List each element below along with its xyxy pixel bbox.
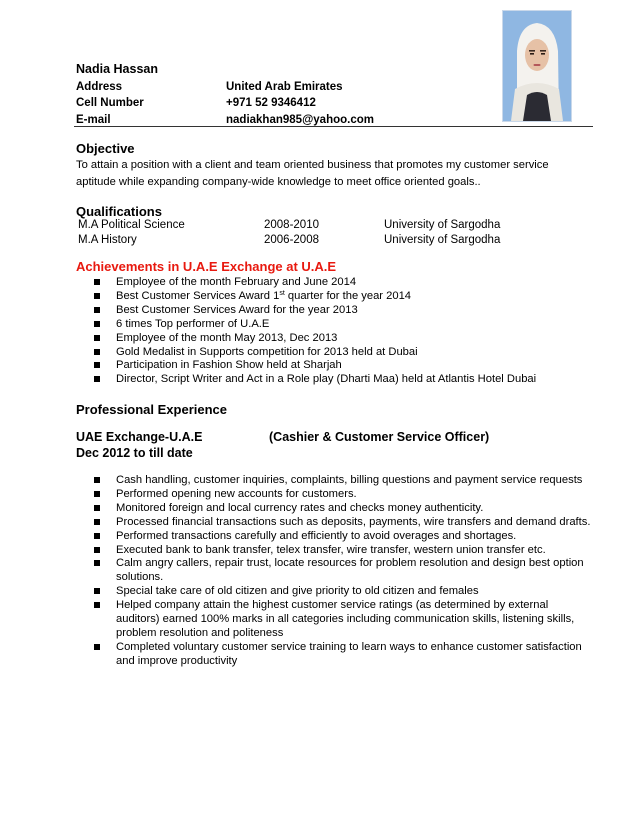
duty-item [94, 641, 594, 669]
qualification-years: 2008-2010 [264, 219, 319, 231]
achievement-text: Gold Medalist in Supports competition for 2013 held at Dubai [116, 345, 418, 358]
bullet-icon [94, 307, 100, 313]
duty-text: Performed transactions carefully and efficiently to avoid overages and shortages. [116, 529, 517, 542]
duty-text: Performed opening new accounts for customers. [116, 487, 357, 500]
bullet-icon [94, 362, 100, 368]
email-value: nadiakhan985@yahoo.com [226, 114, 374, 126]
bullet-icon [94, 376, 100, 382]
achievement-item [94, 304, 594, 318]
phone-label: Cell Number [76, 97, 144, 109]
job-dates: Dec 2012 to till date [76, 446, 193, 460]
bullet-icon [94, 519, 100, 525]
header-divider [74, 126, 593, 127]
qualification-university: University of Sargodha [384, 234, 501, 246]
achievements-list [94, 276, 594, 387]
bullet-icon [94, 547, 100, 553]
achievement-text-cont: quarter for the year 2014 [284, 289, 412, 302]
achievement-text: Employee of the month May 2013, Dec 2013 [116, 331, 338, 344]
duty-text: Completed voluntary customer service training to learn ways to enhance customer satisfaction and improve productivity [116, 640, 582, 667]
achievement-text: Best Customer Services Award for the year 2013 [116, 303, 358, 316]
duty-text: Cash handling, customer inquiries, complaints, billing questions and payment service requests [116, 474, 583, 486]
bullet-icon [94, 279, 100, 285]
achievement-text: Participation in Fashion Show held at Sharjah [116, 359, 342, 372]
duty-item [94, 585, 594, 599]
ordinal-suffix: st [279, 289, 285, 297]
duty-text: Monitored foreign and local currency rates and checks money authenticity. [116, 501, 484, 514]
bullet-icon [94, 505, 100, 511]
duty-text: Processed financial transactions such as deposits, payments, wire transfers and demand drafts. [116, 515, 591, 528]
employer-name: UAE Exchange-U.A.E [76, 430, 203, 444]
bullet-icon [94, 293, 100, 299]
achievement-item [94, 332, 594, 346]
achievement-text: Best Customer Services Award 1 [116, 289, 280, 302]
achievement-text: Employee of the month February and June 2014 [116, 276, 357, 288]
address-value: United Arab Emirates [226, 81, 343, 93]
duty-text: Calm angry callers, repair trust, locate resources for problem resolution and design best option solutions. [116, 557, 584, 584]
achievement-item [94, 346, 594, 360]
achievement-item [94, 318, 594, 332]
portrait-illustration [503, 11, 571, 121]
objective-text: To attain a position with a client and team oriented business that promotes my customer service aptitude while expanding company-wide knowledge to meet office oriented goals.. [76, 159, 549, 188]
job-role: (Cashier & Customer Service Officer) [269, 430, 490, 444]
qualification-degree: M.A History [78, 234, 137, 246]
qualification-years: 2006-2008 [264, 234, 319, 246]
bullet-icon [94, 533, 100, 539]
bullet-icon [94, 349, 100, 355]
address-label: Address [76, 81, 123, 93]
bullet-icon [94, 602, 100, 608]
duty-item [94, 599, 594, 641]
achievement-item [94, 359, 594, 373]
experience-heading: Professional Experience [76, 402, 228, 417]
candidate-name: Nadia Hassan [76, 62, 158, 76]
qualification-degree: M.A Political Science [78, 219, 185, 231]
achievement-item [94, 276, 594, 290]
bullet-icon [94, 477, 100, 483]
qualification-university: University of Sargodha [384, 219, 501, 231]
duty-item [94, 557, 594, 585]
duty-item [94, 544, 594, 558]
achievement-text: 6 times Top performer of U.A.E [116, 317, 270, 330]
experience-list [94, 474, 594, 669]
bullet-icon [94, 335, 100, 341]
phone-value: +971 52 9346412 [226, 97, 316, 109]
achievements-heading: Achievements in U.A.E Exchange at U.A.E [76, 259, 337, 274]
duty-item [94, 488, 594, 502]
bullet-icon [94, 491, 100, 497]
duty-item [94, 474, 594, 488]
achievement-item [94, 290, 594, 304]
duty-text: Helped company attain the highest customer service ratings (as determined by external auditors) earned 100% marks in all categories including communication skills, listening skills, problem resolution and politeness [116, 599, 575, 639]
bullet-icon [94, 321, 100, 327]
bullet-icon [94, 644, 100, 650]
bullet-icon [94, 588, 100, 594]
duty-text: Executed bank to bank transfer, telex transfer, wire transfer, western union transfer etc. [116, 543, 546, 556]
achievement-text: Director, Script Writer and Act in a Role play (Dharti Maa) held at Atlantis Hotel Dubai [116, 373, 537, 386]
bullet-icon [94, 560, 100, 566]
qualifications-heading: Qualifications [76, 204, 162, 219]
duty-item [94, 516, 594, 530]
duty-item [94, 502, 594, 516]
duty-text: Special take care of old citizen and give priority to old citizen and females [116, 585, 479, 598]
objective-heading: Objective [76, 141, 135, 156]
email-label: E-mail [76, 114, 111, 126]
achievement-item [94, 373, 594, 387]
profile-photo [502, 10, 572, 122]
duty-item [94, 530, 594, 544]
